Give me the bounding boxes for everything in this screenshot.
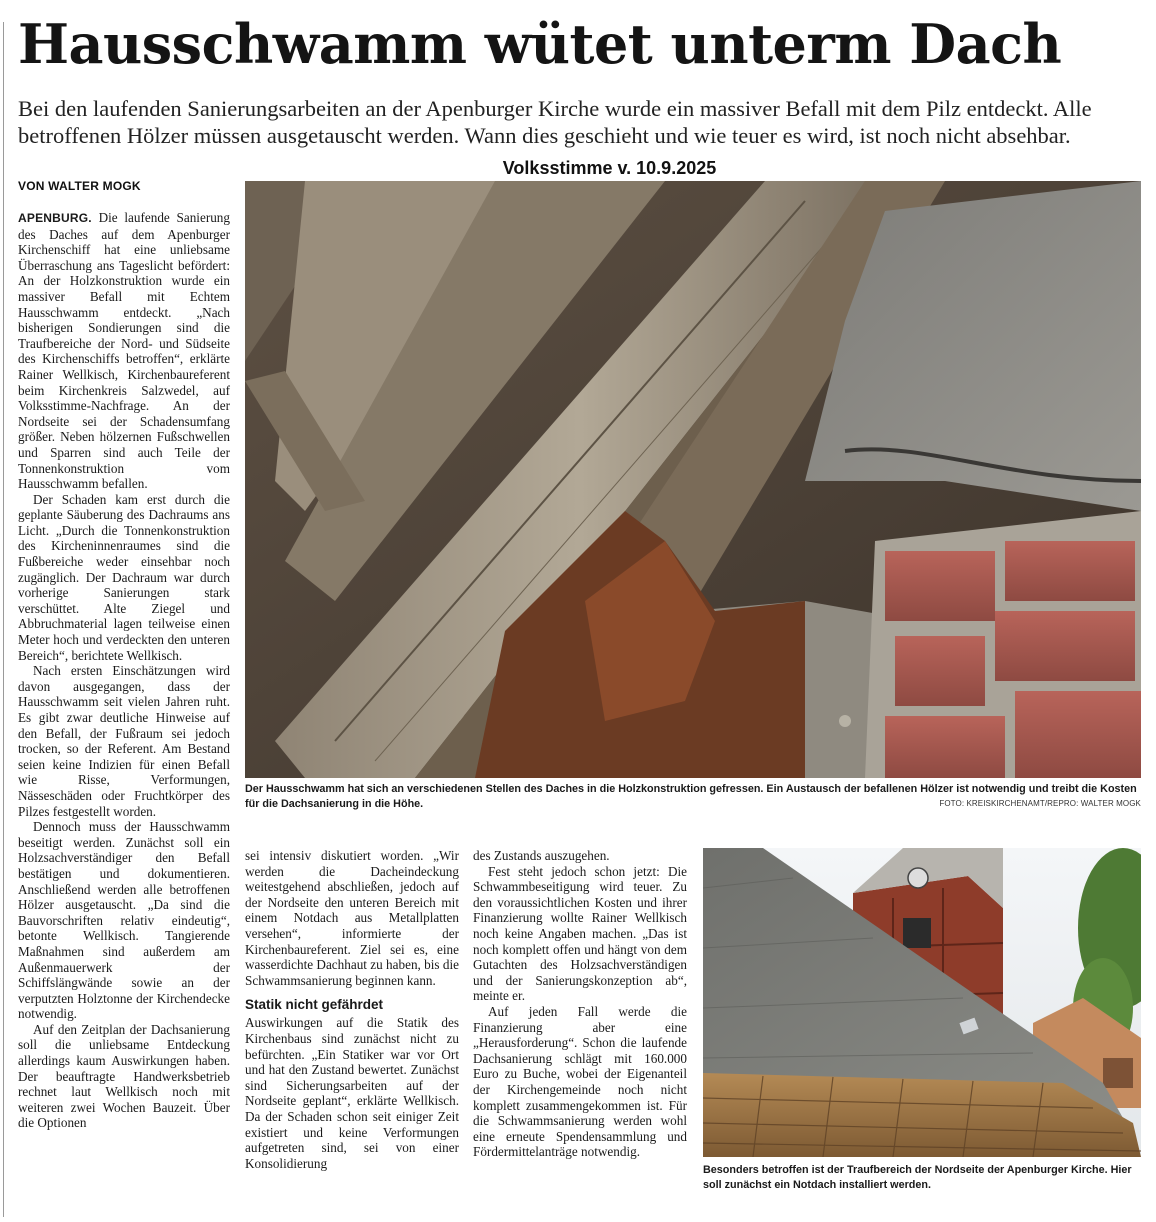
- article-column-2: [245, 848, 459, 1171]
- photo2-caption: Besonders betroffen ist der Traufbereich der Nordseite der Apenburger Kirche. Hier soll zunächst ein Notdach installiert werden.: [703, 1164, 1132, 1191]
- subheadline: Bei den laufenden Sanierungsarbeiten an der Apenburger Kirche wurde ein massiver Befall mit dem Pilz entdeckt. Alle betroffenen Hölzer müssen ausgetauscht werden. Wann dies geschieht und wie teuer es wird, ist noch nicht absehbar.: [18, 96, 1092, 148]
- paragraph: Auswirkungen auf die Statik des Kirchenbaus sind zunächst nicht zu befürchten. „Ein Statiker war vor Ort und hat den Zustand bewertet. Zunächst sind Sicherungsarbeiten auf der Nordseite geplant“, erklärte Wellkisch. Da der Schaden schon seit einiger Zeit existiert und keine Verformungen aufgetreten sind, sei von einer Konsolidierung: [245, 1015, 459, 1171]
- paragraph: [18, 210, 230, 492]
- headline: Hausschwamm wütet unterm Dach: [18, 12, 1062, 76]
- photo-roof-beams: [245, 181, 1141, 778]
- paragraph: des Zustands auszugehen.: [473, 848, 610, 863]
- article-column-3: [473, 848, 687, 1160]
- paragraph: Dennoch muss der Hausschwamm beseitigt werden. Zunächst soll ein Holzsachverständiger den Befall bestätigen und dokumentieren. Anschließend werden alle betroffenen Hölzer ausgetauscht. „Da sind die Bauvorschriften relativ eindeutig“, betonte Wellkisch. Tangierende Maßnahmen sind außerdem am Außenmauerwerk der Schiffslängwände sowie an der verputzten Holztonne der Kirchendecke notwendig.: [18, 819, 230, 1022]
- source-note: Volksstimme v. 10.9.2025: [502, 158, 717, 178]
- paragraph: Fest steht jedoch schon jetzt: Die Schwammbeseitigung wird teuer. Zu den voraussichtlichen Kosten und ihrer Finanzierung wollte Rainer Wellkisch noch keine Angaben machen. „Das ist noch komplett offen und hängt von dem Gutachten des Holzsachverständigen und der Sanierungskonzeption ab“, meinte er.: [473, 863, 687, 1004]
- section-subtitle: Statik nicht gefährdet: [245, 997, 384, 1013]
- dateline: APENBURG.: [18, 211, 92, 225]
- paragraph-text: Die laufende Sanierung des Daches auf dem Apenburger Kirchenschiff hat eine unliebsame Überraschung ans Tageslicht befördert: An der Holzkonstruktion wurde ein massiver Befall mit Echtem Hausschwamm entdeckt. „Nach bisherigen Sondierungen sind die Traufbereiche der Nord- und Südseite des Kirchenschiffs betroffen“, erklärte Rainer Wellkisch, Kirchenbaureferent beim Kirchenkreis Salzwedel, auf Volksstimme-Nachfrage. An der Nordseite sei der Schadensumfang größer. Neben hölzernen Fußschwellen und Sparren sind auch Teile der Tonnenkonstruktion vom Hausschwamm befallen.: [18, 210, 230, 492]
- roof-beams-illustration: [245, 181, 1141, 778]
- photo1-credit: FOTO: KREISKIRCHENAMT/REPRO: WALTER MOGK: [939, 799, 1141, 808]
- paragraph: Auf den Zeitplan der Dachsanierung soll die unliebsame Entdeckung allerdings kaum Auswirkungen haben. Der beauftragte Handwerksbetrieb rechnet laut Wellkisch noch mit weiteren zwei Wochen Bauzeit. Über die Optionen: [18, 1021, 230, 1131]
- paragraph: Nach ersten Einschätzungen wird davon ausgegangen, dass der Hausschwamm seit vielen Jahren ruht. Es gibt zwar deutliche Hinweise auf den Befall, der Fußraum sei jedoch trocken, so der Referent. Am Bestand seien keine Indizien für einen Befall wie Risse, Verformungen, Nässeschäden oder Fruchtkörper des Pilzes festgestellt worden.: [18, 663, 230, 819]
- paragraph: Auf jeden Fall werde die Finanzierung aber eine „Herausforderung“. Schon die laufende Dachsanierung schlägt mit 160.000 Euro zu Buche, wobei der Eigenanteil der Kirchengemeinde noch nicht komplett zusammengekommen ist. Für die Schwammsanierung werden wohl eine erneute Spendensammlung und Fördermittelanträge notwendig.: [473, 1003, 687, 1160]
- page-edge-rule: [3, 22, 4, 1217]
- photo1-caption: Der Hausschwamm hat sich an verschiedenen Stellen des Daches in die Holzkonstruktion gefressen. Ein Austausch der befallenen Hölzer ist notwendig und treibt die Kosten für die Dachsanierung in die Höhe.: [245, 783, 1137, 810]
- byline: VON WALTER MOGK: [18, 179, 141, 193]
- photo-church-roof: [703, 848, 1141, 1157]
- church-roof-illustration: [703, 848, 1141, 1157]
- paragraph: sei intensiv diskutiert worden. „Wir werden die Dacheindeckung weitestgehend abschließen, jedoch auf der Nordseite den unteren Bereich mit einem Notdach aus Metallplatten versehen“, informierte der Kirchenbaureferent. Ziel sei es, eine wasserdichte Dachhaut zu haben, bis die Schwammsanierung beginnen kann.: [245, 848, 459, 988]
- paragraph: Der Schaden kam erst durch die geplante Säuberung des Dachraums ans Licht. „Durch die Tonnenkonstruktion des Kircheninnenraumes sind die Fußbereiche weder einsehbar noch zugänglich. Der Dachraum war durch vorherige Sanierungen stark verschüttet. Alte Ziegel und Abbruchmaterial lagen teilweise einen Meter hoch und verdeckten den unteren Bereich“, berichtete Wellkisch.: [18, 491, 230, 663]
- article-column-1: [18, 210, 230, 1131]
